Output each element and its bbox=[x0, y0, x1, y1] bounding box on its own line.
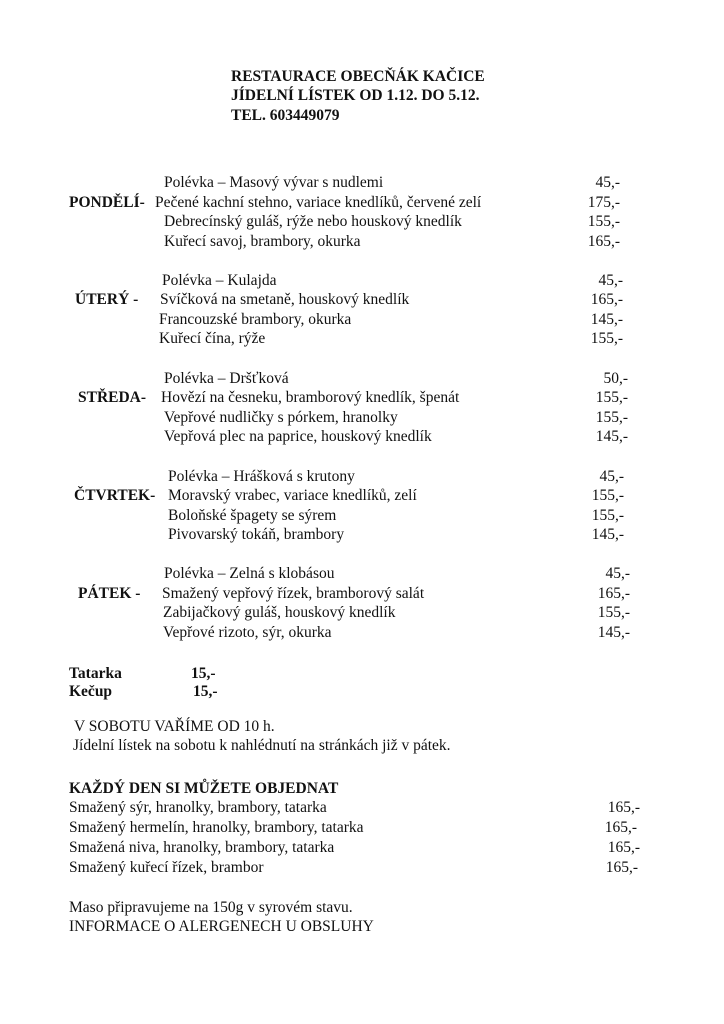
allergen-info: INFORMACE O ALERGENECH U OBSLUHY bbox=[69, 918, 374, 935]
dish-name: Kuřecí savoj, brambory, okurka bbox=[164, 233, 361, 250]
dish-price: 45,- bbox=[598, 272, 623, 289]
day-label: ÚTERÝ - bbox=[75, 291, 139, 308]
saturday-menu-info: Jídelní lístek na sobotu k nahlédnutí na stránkách již v pátek. bbox=[73, 737, 451, 754]
dish-name: Polévka – Hrášková s krutony bbox=[168, 468, 355, 485]
dish-price: 175,- bbox=[587, 194, 620, 211]
dish-name: Zabijačkový guláš, houskový knedlík bbox=[163, 604, 396, 621]
dish-price: 145,- bbox=[597, 624, 630, 641]
dish-name: Francouzské brambory, okurka bbox=[159, 311, 352, 328]
dish-name: Vepřové rizoto, sýr, okurka bbox=[163, 624, 332, 641]
dish-price: 165,- bbox=[590, 291, 623, 308]
daily-menu-heading: KAŽDÝ DEN SI MŮŽETE OBJEDNAT bbox=[69, 780, 339, 797]
dish-name: Vepřové nudličky s pórkem, hranolky bbox=[164, 409, 398, 426]
dish-price: 165,- bbox=[587, 233, 620, 250]
dish-name: Smažený hermelín, hranolky, brambory, tatarka bbox=[69, 819, 364, 836]
dish-price: 155,- bbox=[587, 213, 620, 230]
day-label: PONDĚLÍ- bbox=[69, 194, 145, 211]
dish-price: 45,- bbox=[605, 565, 630, 582]
dish-price: 165,- bbox=[597, 585, 630, 602]
dish-name: Vepřová plec na paprice, houskový knedlík bbox=[164, 428, 432, 445]
dish-price: 145,- bbox=[591, 526, 624, 543]
extra-name: Kečup bbox=[69, 683, 113, 700]
dish-name: Polévka – Kulajda bbox=[162, 272, 277, 289]
dish-price: 155,- bbox=[595, 409, 628, 426]
restaurant-title: RESTAURACE OBECŇÁK KAČICE bbox=[231, 68, 485, 85]
dish-name: Svíčková na smetaně, houskový knedlík bbox=[160, 291, 410, 308]
day-label: PÁTEK - bbox=[78, 585, 141, 602]
dish-price: 155,- bbox=[591, 487, 624, 504]
dish-name: Hovězí na česneku, bramborový knedlík, špenát bbox=[161, 389, 460, 406]
extra-price: 15,- bbox=[193, 683, 218, 700]
dish-name: Smažený sýr, hranolky, brambory, tatarka bbox=[69, 799, 327, 816]
dish-price: 50,- bbox=[603, 370, 628, 387]
dish-name: Smažená niva, hranolky, brambory, tatarka bbox=[69, 839, 335, 856]
dish-price: 165,- bbox=[607, 839, 640, 856]
dish-price: 45,- bbox=[599, 468, 624, 485]
saturday-hours: V SOBOTU VAŘÍME OD 10 h. bbox=[74, 718, 275, 735]
dish-price: 165,- bbox=[605, 859, 638, 876]
dish-price: 155,- bbox=[591, 507, 624, 524]
dish-name: Kuřecí čína, rýže bbox=[159, 330, 266, 347]
day-label: STŘEDA- bbox=[78, 389, 147, 406]
dish-price: 165,- bbox=[604, 819, 637, 836]
dish-price: 165,- bbox=[607, 799, 640, 816]
dish-name: Debrecínský guláš, rýže nebo houskový knedlík bbox=[164, 213, 462, 230]
meat-weight-note: Maso připravujeme na 150g v syrovém stavu. bbox=[69, 899, 353, 916]
dish-name: Boloňské špagety se sýrem bbox=[168, 507, 337, 524]
dish-price: 155,- bbox=[590, 330, 623, 347]
dish-name: Pivovarský tokáň, brambory bbox=[168, 526, 345, 543]
dish-price: 45,- bbox=[595, 174, 620, 191]
phone-number: TEL. 603449079 bbox=[231, 107, 340, 124]
dish-name: Smažený vepřový řízek, bramborový salát bbox=[162, 585, 425, 602]
extra-name: Tatarka bbox=[69, 665, 122, 682]
dish-price: 145,- bbox=[595, 428, 628, 445]
dish-price: 155,- bbox=[597, 604, 630, 621]
extra-price: 15,- bbox=[191, 665, 216, 682]
dish-name: Polévka – Zelná s klobásou bbox=[164, 565, 335, 582]
menu-date-range: JÍDELNÍ LÍSTEK OD 1.12. DO 5.12. bbox=[231, 87, 480, 104]
dish-name: Polévka – Dršťková bbox=[164, 370, 289, 387]
dish-price: 155,- bbox=[595, 389, 628, 406]
dish-name: Moravský vrabec, variace knedlíků, zelí bbox=[168, 487, 417, 504]
dish-name: Smažený kuřecí řízek, brambor bbox=[69, 859, 264, 876]
dish-price: 145,- bbox=[590, 311, 623, 328]
dish-name: Pečené kachní stehno, variace knedlíků, červené zelí bbox=[155, 194, 482, 211]
day-label: ČTVRTEK- bbox=[74, 487, 156, 504]
dish-name: Polévka – Masový vývar s nudlemi bbox=[164, 174, 384, 191]
